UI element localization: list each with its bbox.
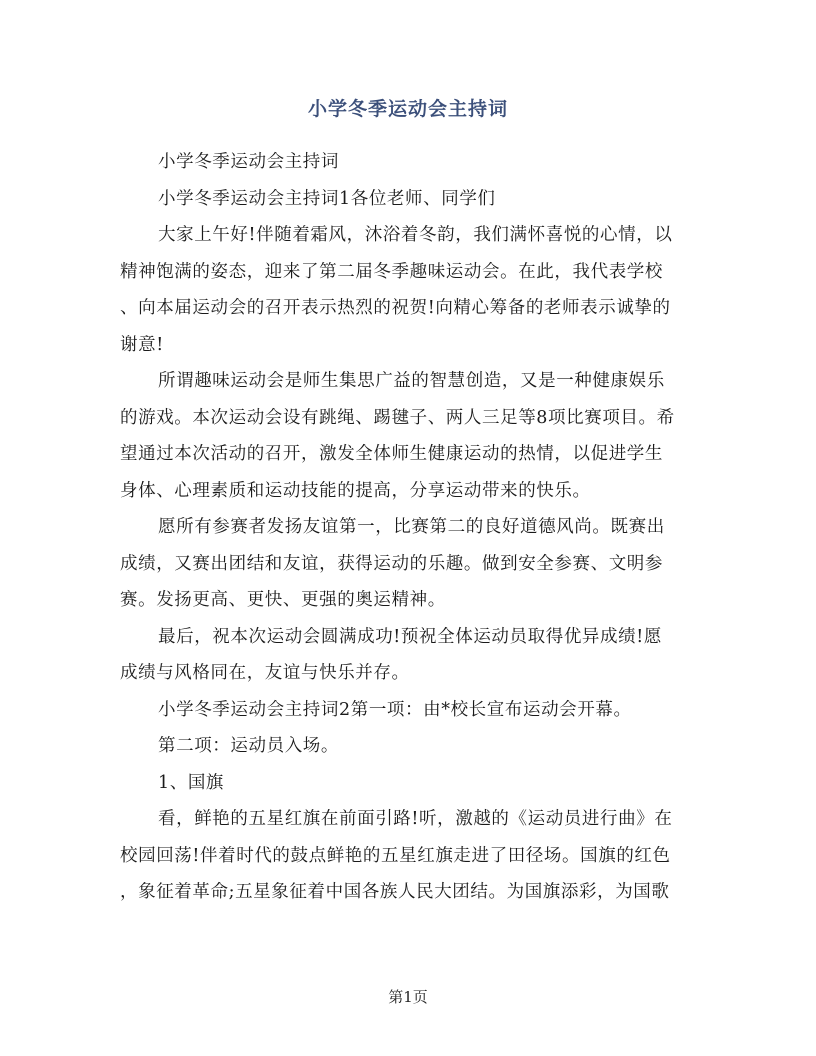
body-text-line: 小学冬季运动会主持词2第一项：由*校长宣布运动会开幕。 [158, 699, 632, 720]
body-text-line: 1、国旗 [158, 772, 225, 793]
page-number: 第1页 [388, 988, 428, 1006]
body-text-line: 赛。发扬更高、更快、更强的奥运精神。 [120, 590, 446, 610]
body-text-line: 成绩与风格同在，友谊与快乐并存。 [120, 663, 410, 683]
body-text-line: 小学冬季运动会主持词1各位老师、同学们 [158, 188, 496, 209]
body-text-line: 最后，祝本次运动会圆满成功!预祝全体运动员取得优异成绩!愿 [158, 626, 662, 647]
body-text-line: 谢意! [120, 334, 164, 355]
body-text-line: 、向本届运动会的召开表示热烈的祝贺!向精心筹备的老师表示诚挚的 [120, 298, 671, 318]
document-title: 小学冬季运动会主持词 [307, 98, 508, 120]
body-text-line: 大家上午好!伴随着霜风，沐浴着冬韵，我们满怀喜悦的心情，以 [158, 225, 673, 245]
body-text-line: 愿所有参赛者发扬友谊第一，比赛第二的良好道德风尚。既赛出 [158, 517, 665, 537]
body-text-line: 望通过本次活动的召开，激发全体师生健康运动的热情，以促进学生 [120, 444, 663, 464]
body-text-line: ，象征着革命;五星象征着中国各族人民大团结。为国旗添彩，为国歌 [120, 882, 670, 902]
body-text-line: 所谓趣味运动会是师生集思广益的智慧创造，又是一种健康娱乐 [158, 371, 665, 391]
body-text-line: 身体、心理素质和运动技能的提高，分享运动带来的快乐。 [120, 480, 591, 501]
body-text-line: 看，鲜艳的五星红旗在前面引路!听，激越的《运动员进行曲》在 [158, 809, 673, 829]
body-text-line: 的游戏。本次运动会设有跳绳、踢毽子、两人三足等8项比赛项目。希 [120, 407, 675, 428]
body-text-line: 精神饱满的姿态，迎来了第二届冬季趣味运动会。在此，我代表学校 [120, 261, 663, 282]
body-text-line: 成绩，又赛出团结和友谊，获得运动的乐趣。做到安全参赛、文明参 [120, 553, 663, 574]
body-text-line: 校园回荡!伴着时代的鼓点鲜艳的五星红旗走进了田径场。国旗的红色 [120, 845, 671, 866]
body-text-line: 小学冬季运动会主持词 [158, 152, 339, 172]
document-body [120, 144, 700, 911]
body-text-line: 第二项：运动员入场。 [158, 736, 339, 756]
